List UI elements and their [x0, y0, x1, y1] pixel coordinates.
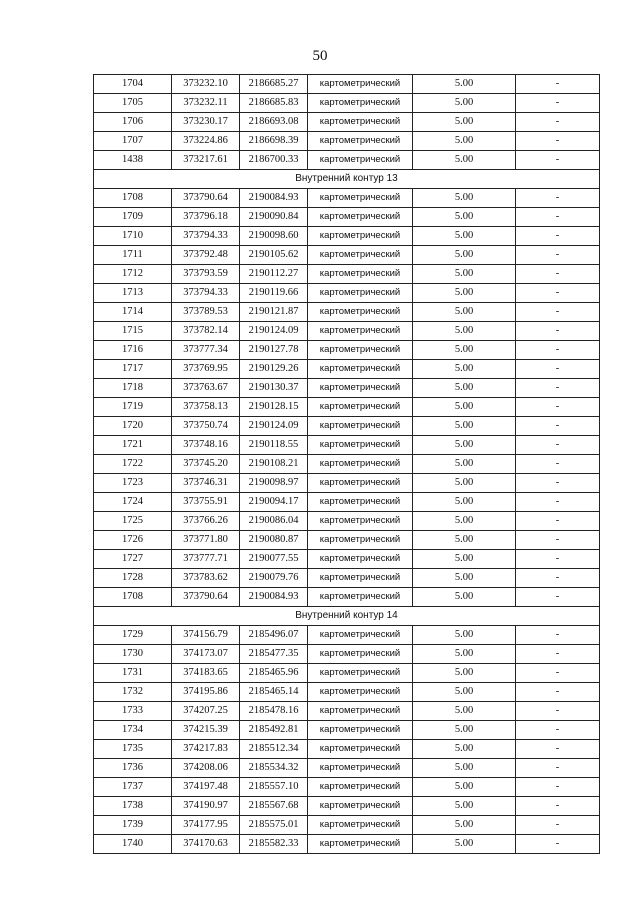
x-coordinate-cell: 373748.16	[172, 436, 240, 455]
point-number-cell: 1711	[94, 246, 172, 265]
accuracy-cell: 5.00	[413, 683, 516, 702]
table-row	[94, 379, 600, 398]
method-cell: картометрический	[308, 588, 413, 607]
point-number-cell: 1724	[94, 493, 172, 512]
method-cell: картометрический	[308, 816, 413, 835]
table-row	[94, 303, 600, 322]
point-number-cell: 1723	[94, 474, 172, 493]
method-cell: картометрический	[308, 189, 413, 208]
x-coordinate-cell: 373769.95	[172, 360, 240, 379]
accuracy-cell: 5.00	[413, 189, 516, 208]
point-number-cell: 1712	[94, 265, 172, 284]
y-coordinate-cell: 2185567.68	[240, 797, 308, 816]
point-number-cell: 1725	[94, 512, 172, 531]
table-row	[94, 94, 600, 113]
y-coordinate-cell: 2185496.07	[240, 626, 308, 645]
x-coordinate-cell: 373750.74	[172, 417, 240, 436]
description-cell: -	[516, 797, 600, 816]
x-coordinate-cell: 373217.61	[172, 151, 240, 170]
accuracy-cell: 5.00	[413, 531, 516, 550]
accuracy-cell: 5.00	[413, 94, 516, 113]
table-row	[94, 512, 600, 531]
y-coordinate-cell: 2190127.78	[240, 341, 308, 360]
description-cell: -	[516, 75, 600, 94]
y-coordinate-cell: 2190079.76	[240, 569, 308, 588]
accuracy-cell: 5.00	[413, 835, 516, 854]
method-cell: картометрический	[308, 246, 413, 265]
accuracy-cell: 5.00	[413, 645, 516, 664]
description-cell: -	[516, 246, 600, 265]
accuracy-cell: 5.00	[413, 303, 516, 322]
coordinates-table	[93, 74, 600, 854]
method-cell: картометрический	[308, 740, 413, 759]
description-cell: -	[516, 683, 600, 702]
method-cell: картометрический	[308, 493, 413, 512]
point-number-cell: 1734	[94, 721, 172, 740]
description-cell: -	[516, 550, 600, 569]
table-row	[94, 322, 600, 341]
y-coordinate-cell: 2186685.27	[240, 75, 308, 94]
table-row	[94, 474, 600, 493]
table-row	[94, 360, 600, 379]
y-coordinate-cell: 2185557.10	[240, 778, 308, 797]
description-cell: -	[516, 664, 600, 683]
point-number-cell: 1727	[94, 550, 172, 569]
point-number-cell: 1707	[94, 132, 172, 151]
description-cell: -	[516, 379, 600, 398]
table-row	[94, 702, 600, 721]
y-coordinate-cell: 2190094.17	[240, 493, 308, 512]
table-row	[94, 797, 600, 816]
description-cell: -	[516, 322, 600, 341]
accuracy-cell: 5.00	[413, 740, 516, 759]
method-cell: картометрический	[308, 550, 413, 569]
table-row	[94, 550, 600, 569]
accuracy-cell: 5.00	[413, 569, 516, 588]
method-cell: картометрический	[308, 379, 413, 398]
y-coordinate-cell: 2190112.27	[240, 265, 308, 284]
table-row	[94, 778, 600, 797]
y-coordinate-cell: 2190098.60	[240, 227, 308, 246]
point-number-cell: 1716	[94, 341, 172, 360]
y-coordinate-cell: 2186700.33	[240, 151, 308, 170]
accuracy-cell: 5.00	[413, 132, 516, 151]
section-title: Внутренний контур 13	[94, 170, 600, 189]
x-coordinate-cell: 373755.91	[172, 493, 240, 512]
page-number: 50	[312, 48, 328, 64]
accuracy-cell: 5.00	[413, 797, 516, 816]
method-cell: картометрический	[308, 208, 413, 227]
description-cell: -	[516, 265, 600, 284]
description-cell: -	[516, 778, 600, 797]
point-number-cell: 1717	[94, 360, 172, 379]
method-cell: картометрический	[308, 645, 413, 664]
description-cell: -	[516, 208, 600, 227]
x-coordinate-cell: 373796.18	[172, 208, 240, 227]
y-coordinate-cell: 2190086.04	[240, 512, 308, 531]
point-number-cell: 1728	[94, 569, 172, 588]
method-cell: картометрический	[308, 759, 413, 778]
table-row	[94, 132, 600, 151]
section-row	[94, 607, 600, 626]
accuracy-cell: 5.00	[413, 702, 516, 721]
method-cell: картометрический	[308, 455, 413, 474]
accuracy-cell: 5.00	[413, 398, 516, 417]
y-coordinate-cell: 2185534.32	[240, 759, 308, 778]
table-row	[94, 417, 600, 436]
y-coordinate-cell: 2185582.33	[240, 835, 308, 854]
point-number-cell: 1718	[94, 379, 172, 398]
description-cell: -	[516, 702, 600, 721]
section-row	[94, 170, 600, 189]
x-coordinate-cell: 374208.06	[172, 759, 240, 778]
point-number-cell: 1732	[94, 683, 172, 702]
x-coordinate-cell: 373230.17	[172, 113, 240, 132]
y-coordinate-cell: 2185512.34	[240, 740, 308, 759]
y-coordinate-cell: 2185575.01	[240, 816, 308, 835]
y-coordinate-cell: 2185492.81	[240, 721, 308, 740]
description-cell: -	[516, 189, 600, 208]
y-coordinate-cell: 2190084.93	[240, 588, 308, 607]
table-row	[94, 455, 600, 474]
y-coordinate-cell: 2185478.16	[240, 702, 308, 721]
table-row	[94, 227, 600, 246]
accuracy-cell: 5.00	[413, 474, 516, 493]
x-coordinate-cell: 373794.33	[172, 227, 240, 246]
accuracy-cell: 5.00	[413, 227, 516, 246]
x-coordinate-cell: 374215.39	[172, 721, 240, 740]
table-row	[94, 341, 600, 360]
method-cell: картометрический	[308, 531, 413, 550]
method-cell: картометрический	[308, 512, 413, 531]
y-coordinate-cell: 2190118.55	[240, 436, 308, 455]
y-coordinate-cell: 2186693.08	[240, 113, 308, 132]
method-cell: картометрический	[308, 322, 413, 341]
point-number-cell: 1715	[94, 322, 172, 341]
method-cell: картометрический	[308, 341, 413, 360]
description-cell: -	[516, 455, 600, 474]
method-cell: картометрический	[308, 683, 413, 702]
point-number-cell: 1705	[94, 94, 172, 113]
y-coordinate-cell: 2190124.09	[240, 417, 308, 436]
accuracy-cell: 5.00	[413, 208, 516, 227]
x-coordinate-cell: 373777.34	[172, 341, 240, 360]
method-cell: картометрический	[308, 360, 413, 379]
table-row	[94, 683, 600, 702]
y-coordinate-cell: 2190084.93	[240, 189, 308, 208]
y-coordinate-cell: 2185477.35	[240, 645, 308, 664]
table-row	[94, 626, 600, 645]
point-number-cell: 1720	[94, 417, 172, 436]
table-row	[94, 265, 600, 284]
point-number-cell: 1729	[94, 626, 172, 645]
accuracy-cell: 5.00	[413, 417, 516, 436]
method-cell: картометрический	[308, 151, 413, 170]
table-row	[94, 645, 600, 664]
method-cell: картометрический	[308, 303, 413, 322]
description-cell: -	[516, 436, 600, 455]
y-coordinate-cell: 2190098.97	[240, 474, 308, 493]
method-cell: картометрический	[308, 227, 413, 246]
x-coordinate-cell: 373771.80	[172, 531, 240, 550]
accuracy-cell: 5.00	[413, 322, 516, 341]
description-cell: -	[516, 512, 600, 531]
point-number-cell: 1737	[94, 778, 172, 797]
x-coordinate-cell: 374177.95	[172, 816, 240, 835]
description-cell: -	[516, 227, 600, 246]
description-cell: -	[516, 151, 600, 170]
x-coordinate-cell: 373758.13	[172, 398, 240, 417]
description-cell: -	[516, 113, 600, 132]
point-number-cell: 1722	[94, 455, 172, 474]
accuracy-cell: 5.00	[413, 436, 516, 455]
method-cell: картометрический	[308, 797, 413, 816]
x-coordinate-cell: 373766.26	[172, 512, 240, 531]
y-coordinate-cell: 2190108.21	[240, 455, 308, 474]
accuracy-cell: 5.00	[413, 664, 516, 683]
table-row	[94, 398, 600, 417]
y-coordinate-cell: 2186685.83	[240, 94, 308, 113]
description-cell: -	[516, 740, 600, 759]
x-coordinate-cell: 374183.65	[172, 664, 240, 683]
description-cell: -	[516, 132, 600, 151]
point-number-cell: 1736	[94, 759, 172, 778]
description-cell: -	[516, 94, 600, 113]
table-row	[94, 208, 600, 227]
x-coordinate-cell: 373790.64	[172, 588, 240, 607]
description-cell: -	[516, 569, 600, 588]
table-row	[94, 151, 600, 170]
method-cell: картометрический	[308, 75, 413, 94]
point-number-cell: 1704	[94, 75, 172, 94]
point-number-cell: 1740	[94, 835, 172, 854]
point-number-cell: 1739	[94, 816, 172, 835]
accuracy-cell: 5.00	[413, 75, 516, 94]
x-coordinate-cell: 374156.79	[172, 626, 240, 645]
point-number-cell: 1709	[94, 208, 172, 227]
y-coordinate-cell: 2190080.87	[240, 531, 308, 550]
point-number-cell: 1721	[94, 436, 172, 455]
method-cell: картометрический	[308, 284, 413, 303]
method-cell: картометрический	[308, 94, 413, 113]
description-cell: -	[516, 417, 600, 436]
accuracy-cell: 5.00	[413, 265, 516, 284]
table-row	[94, 569, 600, 588]
y-coordinate-cell: 2190090.84	[240, 208, 308, 227]
table-row	[94, 284, 600, 303]
x-coordinate-cell: 374190.97	[172, 797, 240, 816]
table-row	[94, 740, 600, 759]
accuracy-cell: 5.00	[413, 151, 516, 170]
accuracy-cell: 5.00	[413, 588, 516, 607]
table-row	[94, 113, 600, 132]
description-cell: -	[516, 588, 600, 607]
accuracy-cell: 5.00	[413, 512, 516, 531]
point-number-cell: 1713	[94, 284, 172, 303]
point-number-cell: 1731	[94, 664, 172, 683]
accuracy-cell: 5.00	[413, 721, 516, 740]
point-number-cell: 1708	[94, 189, 172, 208]
description-cell: -	[516, 474, 600, 493]
method-cell: картометрический	[308, 702, 413, 721]
accuracy-cell: 5.00	[413, 550, 516, 569]
method-cell: картометрический	[308, 398, 413, 417]
section-title: Внутренний контур 14	[94, 607, 600, 626]
description-cell: -	[516, 398, 600, 417]
x-coordinate-cell: 373794.33	[172, 284, 240, 303]
point-number-cell: 1706	[94, 113, 172, 132]
y-coordinate-cell: 2190128.15	[240, 398, 308, 417]
accuracy-cell: 5.00	[413, 113, 516, 132]
accuracy-cell: 5.00	[413, 379, 516, 398]
method-cell: картометрический	[308, 569, 413, 588]
accuracy-cell: 5.00	[413, 246, 516, 265]
description-cell: -	[516, 531, 600, 550]
description-cell: -	[516, 360, 600, 379]
x-coordinate-cell: 373746.31	[172, 474, 240, 493]
table-row	[94, 246, 600, 265]
table-row	[94, 835, 600, 854]
method-cell: картометрический	[308, 664, 413, 683]
method-cell: картометрический	[308, 626, 413, 645]
point-number-cell: 1714	[94, 303, 172, 322]
x-coordinate-cell: 374195.86	[172, 683, 240, 702]
x-coordinate-cell: 374170.63	[172, 835, 240, 854]
accuracy-cell: 5.00	[413, 493, 516, 512]
point-number-cell: 1719	[94, 398, 172, 417]
description-cell: -	[516, 303, 600, 322]
table-row	[94, 816, 600, 835]
table-row	[94, 493, 600, 512]
x-coordinate-cell: 374173.07	[172, 645, 240, 664]
y-coordinate-cell: 2190077.55	[240, 550, 308, 569]
x-coordinate-cell: 373777.71	[172, 550, 240, 569]
x-coordinate-cell: 373232.10	[172, 75, 240, 94]
y-coordinate-cell: 2190119.66	[240, 284, 308, 303]
description-cell: -	[516, 721, 600, 740]
y-coordinate-cell: 2190130.37	[240, 379, 308, 398]
description-cell: -	[516, 626, 600, 645]
y-coordinate-cell: 2186698.39	[240, 132, 308, 151]
point-number-cell: 1730	[94, 645, 172, 664]
method-cell: картометрический	[308, 132, 413, 151]
x-coordinate-cell: 373783.62	[172, 569, 240, 588]
method-cell: картометрический	[308, 417, 413, 436]
accuracy-cell: 5.00	[413, 341, 516, 360]
table-row	[94, 759, 600, 778]
x-coordinate-cell: 373224.86	[172, 132, 240, 151]
description-cell: -	[516, 835, 600, 854]
coordinates-table-body	[94, 75, 600, 854]
description-cell: -	[516, 645, 600, 664]
accuracy-cell: 5.00	[413, 816, 516, 835]
x-coordinate-cell: 373790.64	[172, 189, 240, 208]
table-row	[94, 436, 600, 455]
point-number-cell: 1726	[94, 531, 172, 550]
table-row	[94, 588, 600, 607]
table-row	[94, 664, 600, 683]
x-coordinate-cell: 373745.20	[172, 455, 240, 474]
accuracy-cell: 5.00	[413, 360, 516, 379]
point-number-cell: 1708	[94, 588, 172, 607]
method-cell: картометрический	[308, 721, 413, 740]
table-row	[94, 721, 600, 740]
method-cell: картометрический	[308, 474, 413, 493]
x-coordinate-cell: 373789.53	[172, 303, 240, 322]
description-cell: -	[516, 284, 600, 303]
point-number-cell: 1735	[94, 740, 172, 759]
description-cell: -	[516, 341, 600, 360]
y-coordinate-cell: 2190129.26	[240, 360, 308, 379]
x-coordinate-cell: 373793.59	[172, 265, 240, 284]
x-coordinate-cell: 373792.48	[172, 246, 240, 265]
point-number-cell: 1710	[94, 227, 172, 246]
x-coordinate-cell: 374217.83	[172, 740, 240, 759]
x-coordinate-cell: 373782.14	[172, 322, 240, 341]
table-row	[94, 189, 600, 208]
point-number-cell: 1438	[94, 151, 172, 170]
y-coordinate-cell: 2190124.09	[240, 322, 308, 341]
method-cell: картометрический	[308, 265, 413, 284]
x-coordinate-cell: 374207.25	[172, 702, 240, 721]
description-cell: -	[516, 759, 600, 778]
method-cell: картометрический	[308, 113, 413, 132]
x-coordinate-cell: 373763.67	[172, 379, 240, 398]
y-coordinate-cell: 2185465.96	[240, 664, 308, 683]
accuracy-cell: 5.00	[413, 284, 516, 303]
point-number-cell: 1733	[94, 702, 172, 721]
x-coordinate-cell: 374197.48	[172, 778, 240, 797]
method-cell: картометрический	[308, 778, 413, 797]
table-row	[94, 75, 600, 94]
point-number-cell: 1738	[94, 797, 172, 816]
y-coordinate-cell: 2185465.14	[240, 683, 308, 702]
method-cell: картометрический	[308, 436, 413, 455]
y-coordinate-cell: 2190121.87	[240, 303, 308, 322]
description-cell: -	[516, 816, 600, 835]
accuracy-cell: 5.00	[413, 455, 516, 474]
table-row	[94, 531, 600, 550]
accuracy-cell: 5.00	[413, 759, 516, 778]
description-cell: -	[516, 493, 600, 512]
accuracy-cell: 5.00	[413, 778, 516, 797]
accuracy-cell: 5.00	[413, 626, 516, 645]
y-coordinate-cell: 2190105.62	[240, 246, 308, 265]
method-cell: картометрический	[308, 835, 413, 854]
x-coordinate-cell: 373232.11	[172, 94, 240, 113]
